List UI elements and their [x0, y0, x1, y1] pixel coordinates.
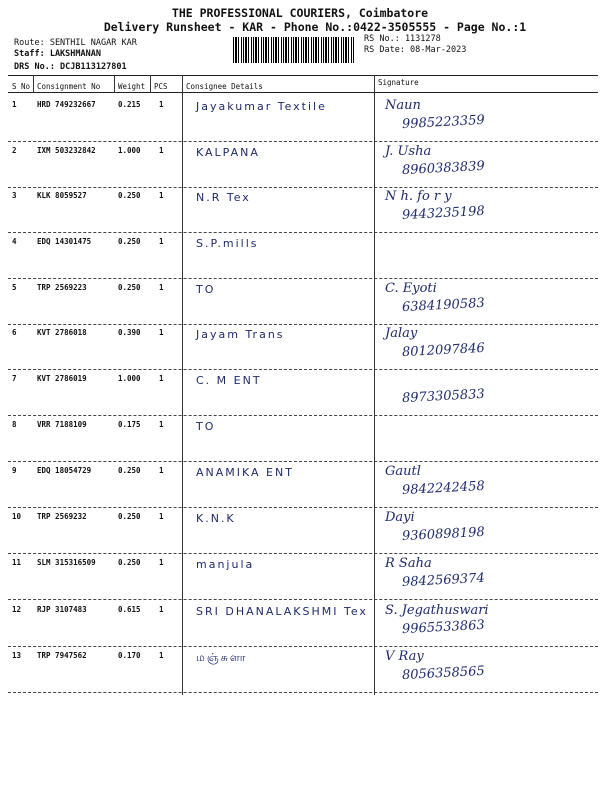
row-consignee: SRI DHANALAKSHMI Tex	[196, 605, 368, 618]
row-signature: Naun	[385, 98, 421, 113]
row-pcs: 1	[159, 283, 164, 292]
row-signature: J. Usha	[385, 144, 432, 159]
row-sno: 7	[12, 374, 17, 383]
row-pcs: 1	[159, 605, 164, 614]
row-divider	[8, 232, 598, 233]
row-signature: Dayi	[385, 510, 415, 525]
col-divider	[182, 75, 183, 695]
col-header-sno: S No	[12, 82, 31, 91]
row-consignee: K.N.K	[196, 512, 236, 525]
row-signature: Gautl	[385, 464, 421, 479]
row-consignee: Jayam Trans	[196, 328, 285, 341]
row-sno: 1	[12, 100, 17, 109]
row-sno: 5	[12, 283, 17, 292]
row-consignment-no: TRP 7947562	[37, 651, 87, 660]
row-signature: Jalay	[385, 326, 418, 341]
row-sno: 12	[12, 605, 22, 614]
row-signature-phone: 9443235198	[401, 203, 486, 224]
col-header-weight: Weight	[118, 82, 146, 91]
runsheet-subtitle: Delivery Runsheet - KAR - Phone No.:0422-3505555 - Page No.:1	[103, 20, 527, 34]
table-header-border	[8, 92, 598, 93]
drs-number: DRS No.: DCJB113127801	[14, 62, 127, 72]
row-pcs: 1	[159, 237, 164, 246]
col-divider	[150, 75, 151, 93]
row-divider	[8, 141, 598, 142]
col-divider	[114, 75, 115, 93]
row-signature: N h. fo r y	[385, 189, 452, 204]
row-weight: 0.250	[118, 237, 141, 246]
row-pcs: 1	[159, 651, 164, 660]
row-signature-phone: 9842569374	[401, 570, 486, 591]
row-weight: 0.175	[118, 420, 141, 429]
table-top-border	[8, 75, 598, 76]
row-weight: 1.000	[118, 146, 141, 155]
row-divider	[8, 461, 598, 462]
row-consignee: S.P.mills	[196, 237, 259, 250]
row-divider	[8, 187, 598, 188]
row-weight: 0.215	[118, 100, 141, 109]
row-divider	[8, 646, 598, 647]
row-signature-phone: 6384190583	[401, 295, 486, 316]
row-consignee: C. M ENT	[196, 374, 262, 387]
row-consignee: ANAMIKA ENT	[196, 466, 294, 479]
rs-date: RS Date: 08-Mar-2023	[364, 45, 467, 55]
row-signature-phone: 9985223359	[401, 112, 486, 133]
row-consignee: TO	[196, 420, 216, 433]
row-consignment-no: RJP 3107483	[37, 605, 87, 614]
row-consignee: manjula	[196, 558, 255, 571]
row-signature: C. Eyoti	[385, 281, 437, 296]
row-pcs: 1	[159, 466, 164, 475]
row-signature-phone: 8960383839	[401, 158, 486, 179]
row-weight: 0.250	[118, 558, 141, 567]
runsheet-title: THE PROFESSIONAL COURIERS, Coimbatore	[171, 6, 429, 20]
row-weight: 0.615	[118, 605, 141, 614]
row-consignee: TO	[196, 283, 216, 296]
row-pcs: 1	[159, 191, 164, 200]
row-pcs: 1	[159, 512, 164, 521]
row-consignment-no: SLM 315316509	[37, 558, 96, 567]
staff-info: Staff: LAKSHMANAN	[14, 49, 101, 59]
row-consignment-no: TRP 2569232	[37, 512, 87, 521]
row-weight: 0.250	[118, 512, 141, 521]
row-divider	[8, 369, 598, 370]
row-consignee: N.R Tex	[196, 191, 251, 204]
row-divider	[8, 553, 598, 554]
row-pcs: 1	[159, 328, 164, 337]
row-consignee: Jayakumar Textile	[196, 100, 327, 113]
row-signature-phone: 8012097846	[401, 340, 486, 361]
col-header-consignment: Consignment No	[37, 82, 101, 91]
row-pcs: 1	[159, 146, 164, 155]
row-consignment-no: IXM 503232842	[37, 146, 96, 155]
row-pcs: 1	[159, 558, 164, 567]
row-signature-phone: 8056358565	[401, 663, 486, 684]
row-consignee: KALPANA	[196, 146, 260, 159]
row-signature-phone: 9360898198	[401, 524, 486, 545]
row-weight: 0.250	[118, 283, 141, 292]
row-sno: 3	[12, 191, 17, 200]
row-sno: 11	[12, 558, 22, 567]
col-divider	[374, 75, 375, 695]
col-header-signature: Signature	[378, 78, 419, 87]
row-weight: 0.250	[118, 191, 141, 200]
row-divider	[8, 507, 598, 508]
row-consignment-no: KLK 8059527	[37, 191, 87, 200]
row-sno: 10	[12, 512, 22, 521]
row-signature: V Ray	[385, 649, 424, 664]
barcode	[233, 37, 355, 63]
row-signature-phone: 9965533863	[401, 617, 486, 638]
row-consignment-no: EDQ 14301475	[37, 237, 92, 246]
row-weight: 1.000	[118, 374, 141, 383]
row-signature: R Saha	[385, 556, 432, 571]
row-weight: 0.390	[118, 328, 141, 337]
row-consignment-no: HRD 749232667	[37, 100, 96, 109]
row-signature-phone: 9842242458	[401, 478, 486, 499]
rs-number: RS No.: 1131278	[364, 34, 441, 44]
row-divider	[8, 599, 598, 600]
row-signature-phone: 8973305833	[401, 386, 486, 407]
row-divider	[8, 278, 598, 279]
row-divider	[8, 415, 598, 416]
col-header-pcs: PCS	[154, 82, 168, 91]
row-divider	[8, 324, 598, 325]
row-sno: 9	[12, 466, 17, 475]
row-consignment-no: TRP 2569223	[37, 283, 87, 292]
row-pcs: 1	[159, 100, 164, 109]
row-signature: S. Jegathuswari	[385, 603, 489, 618]
row-sno: 2	[12, 146, 17, 155]
row-sno: 4	[12, 237, 17, 246]
row-sno: 8	[12, 420, 17, 429]
row-consignment-no: EDQ 18054729	[37, 466, 92, 475]
row-sno: 6	[12, 328, 17, 337]
row-sno: 13	[12, 651, 22, 660]
col-divider	[33, 75, 34, 93]
row-weight: 0.170	[118, 651, 141, 660]
row-divider	[8, 692, 598, 693]
col-header-consignee: Consignee Details	[186, 82, 263, 91]
row-pcs: 1	[159, 420, 164, 429]
row-consignment-no: KVT 2786019	[37, 374, 87, 383]
row-consignment-no: KVT 2786018	[37, 328, 87, 337]
row-weight: 0.250	[118, 466, 141, 475]
row-consignee: மஞ்சுளா	[196, 651, 248, 664]
row-consignment-no: VRR 7188109	[37, 420, 87, 429]
row-pcs: 1	[159, 374, 164, 383]
route-info: Route: SENTHIL NAGAR KAR	[14, 38, 137, 48]
